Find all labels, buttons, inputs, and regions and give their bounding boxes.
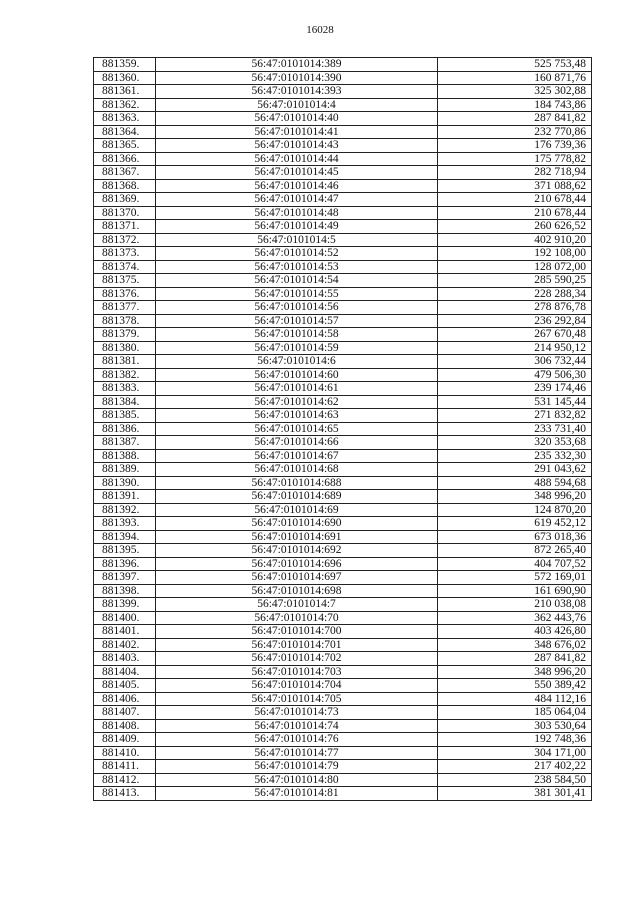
table-row — [94, 98, 592, 112]
cadastral-number-cell: 56:47:0101014:54 — [156, 274, 438, 288]
row-number-cell: 881406. — [94, 692, 156, 706]
row-number-cell: 881413. — [94, 787, 156, 801]
row-number-cell: 881401. — [94, 625, 156, 639]
cadastral-number-cell: 56:47:0101014:393 — [156, 85, 438, 99]
cadastral-number-cell: 56:47:0101014:47 — [156, 193, 438, 207]
cadastral-number-cell: 56:47:0101014:52 — [156, 247, 438, 261]
row-number-cell: 881410. — [94, 746, 156, 760]
row-number-cell: 881375. — [94, 274, 156, 288]
table-row — [94, 287, 592, 301]
cadastral-number-cell: 56:47:0101014:76 — [156, 733, 438, 747]
value-cell: 267 670,48 — [438, 328, 592, 342]
cadastral-number-cell: 56:47:0101014:80 — [156, 773, 438, 787]
cadastral-number-cell: 56:47:0101014:41 — [156, 125, 438, 139]
cadastral-number-cell: 56:47:0101014:690 — [156, 517, 438, 531]
value-cell: 236 292,84 — [438, 314, 592, 328]
value-cell: 235 332,30 — [438, 449, 592, 463]
value-cell: 176 739,36 — [438, 139, 592, 153]
row-number-cell: 881412. — [94, 773, 156, 787]
row-number-cell: 881373. — [94, 247, 156, 261]
cadastral-number-cell: 56:47:0101014:53 — [156, 260, 438, 274]
table-row — [94, 233, 592, 247]
value-cell: 348 996,20 — [438, 490, 592, 504]
table-row — [94, 692, 592, 706]
row-number-cell: 881363. — [94, 112, 156, 126]
row-number-cell: 881407. — [94, 706, 156, 720]
value-cell: 233 731,40 — [438, 422, 592, 436]
row-number-cell: 881393. — [94, 517, 156, 531]
row-number-cell: 881395. — [94, 544, 156, 558]
cadastral-number-cell: 56:47:0101014:61 — [156, 382, 438, 396]
table-row — [94, 517, 592, 531]
value-cell: 304 171,00 — [438, 746, 592, 760]
value-cell: 572 169,01 — [438, 571, 592, 585]
cadastral-number-cell: 56:47:0101014:77 — [156, 746, 438, 760]
table-row — [94, 611, 592, 625]
row-number-cell: 881398. — [94, 584, 156, 598]
cadastral-number-cell: 56:47:0101014:57 — [156, 314, 438, 328]
row-number-cell: 881384. — [94, 395, 156, 409]
row-number-cell: 881403. — [94, 652, 156, 666]
table-row — [94, 206, 592, 220]
value-cell: 210 678,44 — [438, 193, 592, 207]
value-cell: 161 690,90 — [438, 584, 592, 598]
value-cell: 291 043,62 — [438, 463, 592, 477]
table-row — [94, 341, 592, 355]
table-row — [94, 409, 592, 423]
table-row — [94, 139, 592, 153]
registry-table — [93, 57, 592, 801]
table-row — [94, 71, 592, 85]
row-number-cell: 881381. — [94, 355, 156, 369]
table-row — [94, 382, 592, 396]
row-number-cell: 881372. — [94, 233, 156, 247]
table-row — [94, 490, 592, 504]
row-number-cell: 881361. — [94, 85, 156, 99]
value-cell: 285 590,25 — [438, 274, 592, 288]
row-number-cell: 881368. — [94, 179, 156, 193]
cadastral-number-cell: 56:47:0101014:66 — [156, 436, 438, 450]
cadastral-number-cell: 56:47:0101014:59 — [156, 341, 438, 355]
cadastral-number-cell: 56:47:0101014:701 — [156, 638, 438, 652]
value-cell: 238 584,50 — [438, 773, 592, 787]
row-number-cell: 881374. — [94, 260, 156, 274]
value-cell: 287 841,82 — [438, 652, 592, 666]
value-cell: 260 626,52 — [438, 220, 592, 234]
table-row — [94, 719, 592, 733]
cadastral-number-cell: 56:47:0101014:6 — [156, 355, 438, 369]
cadastral-number-cell: 56:47:0101014:688 — [156, 476, 438, 490]
table-row — [94, 112, 592, 126]
value-cell: 362 443,76 — [438, 611, 592, 625]
cadastral-number-cell: 56:47:0101014:69 — [156, 503, 438, 517]
table-row — [94, 422, 592, 436]
row-number-cell: 881364. — [94, 125, 156, 139]
row-number-cell: 881402. — [94, 638, 156, 652]
value-cell: 348 996,20 — [438, 665, 592, 679]
row-number-cell: 881390. — [94, 476, 156, 490]
value-cell: 371 088,62 — [438, 179, 592, 193]
value-cell: 282 718,94 — [438, 166, 592, 180]
cadastral-number-cell: 56:47:0101014:698 — [156, 584, 438, 598]
cadastral-number-cell: 56:47:0101014:389 — [156, 58, 438, 72]
cadastral-number-cell: 56:47:0101014:5 — [156, 233, 438, 247]
row-number-cell: 881380. — [94, 341, 156, 355]
cadastral-number-cell: 56:47:0101014:81 — [156, 787, 438, 801]
table-row — [94, 193, 592, 207]
cadastral-number-cell: 56:47:0101014:705 — [156, 692, 438, 706]
cadastral-number-cell: 56:47:0101014:46 — [156, 179, 438, 193]
row-number-cell: 881411. — [94, 760, 156, 774]
cadastral-number-cell: 56:47:0101014:704 — [156, 679, 438, 693]
table-row — [94, 166, 592, 180]
row-number-cell: 881392. — [94, 503, 156, 517]
value-cell: 210 678,44 — [438, 206, 592, 220]
cadastral-number-cell: 56:47:0101014:56 — [156, 301, 438, 315]
cadastral-number-cell: 56:47:0101014:44 — [156, 152, 438, 166]
row-number-cell: 881404. — [94, 665, 156, 679]
value-cell: 271 832,82 — [438, 409, 592, 423]
value-cell: 232 770,86 — [438, 125, 592, 139]
cadastral-number-cell: 56:47:0101014:70 — [156, 611, 438, 625]
table-row — [94, 530, 592, 544]
cadastral-number-cell: 56:47:0101014:702 — [156, 652, 438, 666]
value-cell: 872 265,40 — [438, 544, 592, 558]
table-row — [94, 125, 592, 139]
table-row — [94, 260, 592, 274]
cadastral-number-cell: 56:47:0101014:60 — [156, 368, 438, 382]
cadastral-number-cell: 56:47:0101014:68 — [156, 463, 438, 477]
cadastral-number-cell: 56:47:0101014:4 — [156, 98, 438, 112]
table-row — [94, 179, 592, 193]
table-row — [94, 787, 592, 801]
value-cell: 192 748,36 — [438, 733, 592, 747]
row-number-cell: 881367. — [94, 166, 156, 180]
row-number-cell: 881362. — [94, 98, 156, 112]
row-number-cell: 881397. — [94, 571, 156, 585]
value-cell: 185 064,04 — [438, 706, 592, 720]
table-row — [94, 746, 592, 760]
cadastral-number-cell: 56:47:0101014:48 — [156, 206, 438, 220]
table-row — [94, 760, 592, 774]
value-cell: 278 876,78 — [438, 301, 592, 315]
value-cell: 619 452,12 — [438, 517, 592, 531]
cadastral-number-cell: 56:47:0101014:67 — [156, 449, 438, 463]
cadastral-number-cell: 56:47:0101014:45 — [156, 166, 438, 180]
table-row — [94, 584, 592, 598]
table-row — [94, 544, 592, 558]
page-number: 16028 — [306, 24, 334, 36]
value-cell: 192 108,00 — [438, 247, 592, 261]
cadastral-number-cell: 56:47:0101014:63 — [156, 409, 438, 423]
cadastral-number-cell: 56:47:0101014:696 — [156, 557, 438, 571]
row-number-cell: 881371. — [94, 220, 156, 234]
row-number-cell: 881405. — [94, 679, 156, 693]
table-row — [94, 557, 592, 571]
row-number-cell: 881370. — [94, 206, 156, 220]
value-cell: 239 174,46 — [438, 382, 592, 396]
table-row — [94, 665, 592, 679]
table-row — [94, 476, 592, 490]
value-cell: 210 038,08 — [438, 598, 592, 612]
row-number-cell: 881408. — [94, 719, 156, 733]
table-row — [94, 301, 592, 315]
table-row — [94, 274, 592, 288]
value-cell: 325 302,88 — [438, 85, 592, 99]
row-number-cell: 881385. — [94, 409, 156, 423]
row-number-cell: 881387. — [94, 436, 156, 450]
table-row — [94, 679, 592, 693]
table-row — [94, 314, 592, 328]
value-cell: 531 145,44 — [438, 395, 592, 409]
table-row — [94, 733, 592, 747]
value-cell: 306 732,44 — [438, 355, 592, 369]
row-number-cell: 881378. — [94, 314, 156, 328]
value-cell: 403 426,80 — [438, 625, 592, 639]
value-cell: 303 530,64 — [438, 719, 592, 733]
row-number-cell: 881377. — [94, 301, 156, 315]
table-row — [94, 706, 592, 720]
row-number-cell: 881391. — [94, 490, 156, 504]
table-row — [94, 652, 592, 666]
table-row — [94, 355, 592, 369]
value-cell: 404 707,52 — [438, 557, 592, 571]
value-cell: 479 506,30 — [438, 368, 592, 382]
row-number-cell: 881409. — [94, 733, 156, 747]
value-cell: 320 353,68 — [438, 436, 592, 450]
row-number-cell: 881383. — [94, 382, 156, 396]
value-cell: 160 871,76 — [438, 71, 592, 85]
value-cell: 184 743,86 — [438, 98, 592, 112]
cadastral-number-cell: 56:47:0101014:49 — [156, 220, 438, 234]
row-number-cell: 881400. — [94, 611, 156, 625]
value-cell: 525 753,48 — [438, 58, 592, 72]
value-cell: 128 072,00 — [438, 260, 592, 274]
cadastral-number-cell: 56:47:0101014:700 — [156, 625, 438, 639]
row-number-cell: 881382. — [94, 368, 156, 382]
value-cell: 217 402,22 — [438, 760, 592, 774]
value-cell: 175 778,82 — [438, 152, 592, 166]
table-body — [94, 58, 592, 801]
cadastral-number-cell: 56:47:0101014:697 — [156, 571, 438, 585]
cadastral-number-cell: 56:47:0101014:43 — [156, 139, 438, 153]
value-cell: 484 112,16 — [438, 692, 592, 706]
cadastral-number-cell: 56:47:0101014:73 — [156, 706, 438, 720]
table-row — [94, 449, 592, 463]
row-number-cell: 881365. — [94, 139, 156, 153]
table-row — [94, 503, 592, 517]
cadastral-number-cell: 56:47:0101014:703 — [156, 665, 438, 679]
row-number-cell: 881369. — [94, 193, 156, 207]
row-number-cell: 881394. — [94, 530, 156, 544]
table-row — [94, 85, 592, 99]
row-number-cell: 881359. — [94, 58, 156, 72]
row-number-cell: 881379. — [94, 328, 156, 342]
table-row — [94, 58, 592, 72]
row-number-cell: 881366. — [94, 152, 156, 166]
row-number-cell: 881386. — [94, 422, 156, 436]
value-cell: 402 910,20 — [438, 233, 592, 247]
row-number-cell: 881376. — [94, 287, 156, 301]
row-number-cell: 881396. — [94, 557, 156, 571]
value-cell: 348 676,02 — [438, 638, 592, 652]
value-cell: 673 018,36 — [438, 530, 592, 544]
value-cell: 488 594,68 — [438, 476, 592, 490]
cadastral-number-cell: 56:47:0101014:40 — [156, 112, 438, 126]
cadastral-number-cell: 56:47:0101014:65 — [156, 422, 438, 436]
table-row — [94, 247, 592, 261]
cadastral-number-cell: 56:47:0101014:7 — [156, 598, 438, 612]
cadastral-number-cell: 56:47:0101014:691 — [156, 530, 438, 544]
row-number-cell: 881389. — [94, 463, 156, 477]
cadastral-number-cell: 56:47:0101014:62 — [156, 395, 438, 409]
cadastral-number-cell: 56:47:0101014:55 — [156, 287, 438, 301]
row-number-cell: 881388. — [94, 449, 156, 463]
table-row — [94, 436, 592, 450]
value-cell: 124 870,20 — [438, 503, 592, 517]
table-row — [94, 395, 592, 409]
table-row — [94, 625, 592, 639]
table-row — [94, 368, 592, 382]
table-row — [94, 638, 592, 652]
table-row — [94, 598, 592, 612]
value-cell: 228 288,34 — [438, 287, 592, 301]
cadastral-number-cell: 56:47:0101014:689 — [156, 490, 438, 504]
table-row — [94, 220, 592, 234]
cadastral-number-cell: 56:47:0101014:58 — [156, 328, 438, 342]
table-row — [94, 152, 592, 166]
cadastral-number-cell: 56:47:0101014:390 — [156, 71, 438, 85]
row-number-cell: 881399. — [94, 598, 156, 612]
table-row — [94, 571, 592, 585]
row-number-cell: 881360. — [94, 71, 156, 85]
table-row — [94, 328, 592, 342]
table-row — [94, 773, 592, 787]
value-cell: 287 841,82 — [438, 112, 592, 126]
value-cell: 381 301,41 — [438, 787, 592, 801]
value-cell: 214 950,12 — [438, 341, 592, 355]
cadastral-number-cell: 56:47:0101014:74 — [156, 719, 438, 733]
value-cell: 550 389,42 — [438, 679, 592, 693]
cadastral-number-cell: 56:47:0101014:79 — [156, 760, 438, 774]
table-row — [94, 463, 592, 477]
cadastral-number-cell: 56:47:0101014:692 — [156, 544, 438, 558]
